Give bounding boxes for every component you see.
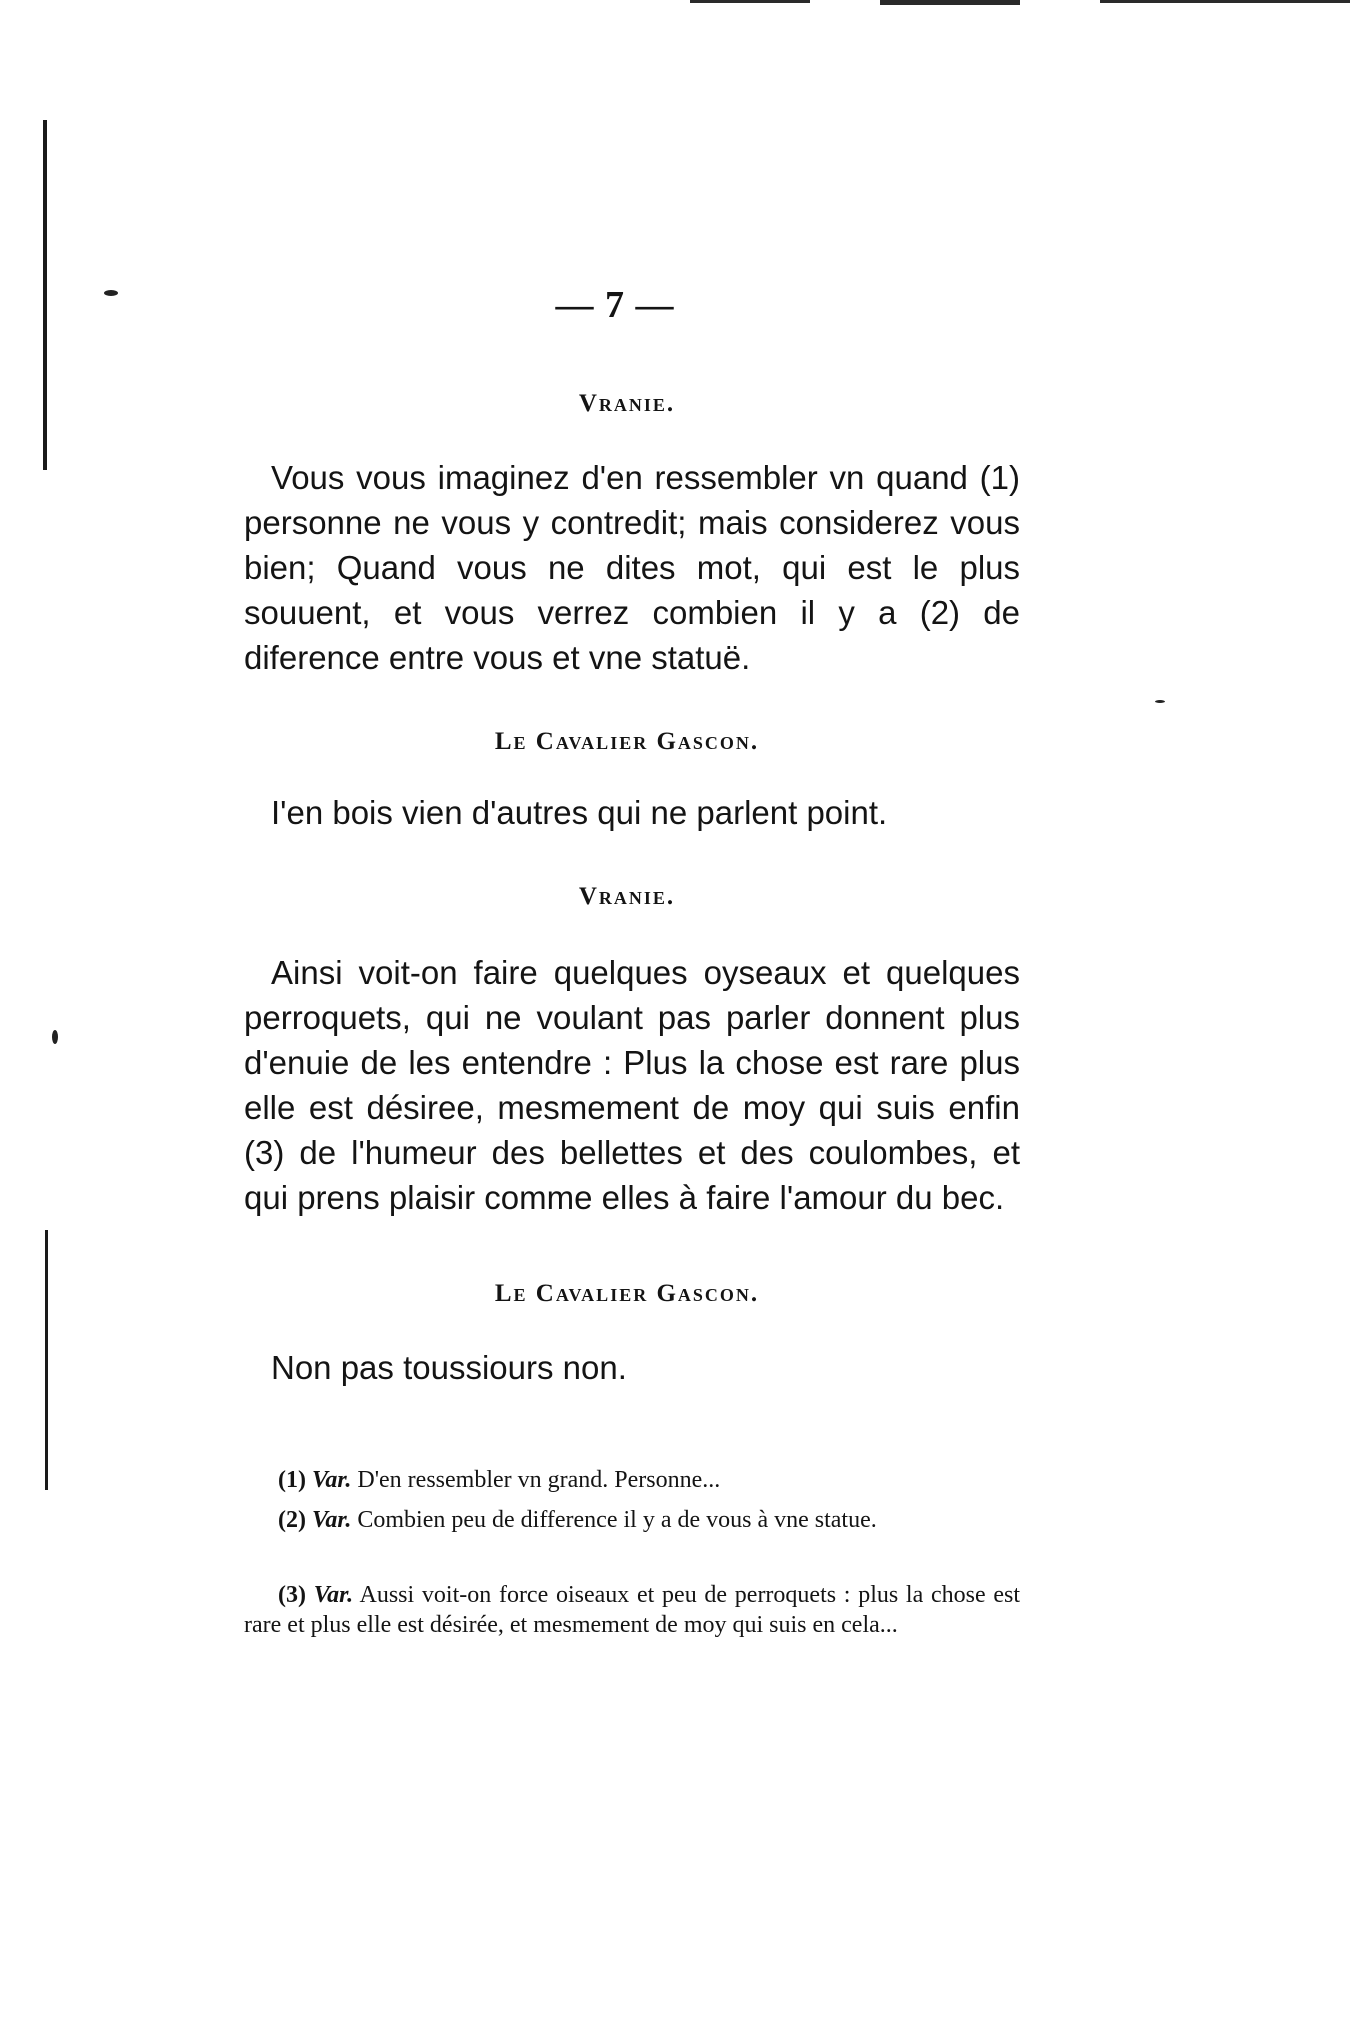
footnote: [244, 1465, 1020, 1495]
speaker-name: Vranie.: [578, 390, 676, 417]
speech-text: [244, 1345, 1020, 1390]
speech-text: [244, 790, 1020, 835]
scan-top-edge: [690, 0, 810, 3]
footnote: [244, 1505, 1020, 1535]
scan-top-edge: [1100, 0, 1350, 3]
footnote-marker: (1): [278, 1467, 306, 1493]
scan-speck: [1155, 700, 1165, 703]
footnote-marker: (3): [278, 1582, 306, 1608]
footnote-variant-label: Var.: [311, 1467, 352, 1493]
speaker-name: Vranie.: [578, 883, 676, 910]
speech-text-content: Ainsi voit-on faire quelques oyseaux et quelques perroquets, qui ne voulant pas parler donnent plus d'enuie de les entendre : Plus la chose est rare plus elle est désiree, mesmement de moy qui suis enfin (3) de l'humeur des bellettes et des coulombes, et qui prens plaisir comme elles à faire l'amour du bec.: [244, 954, 1020, 1216]
scan-speck: [52, 1030, 58, 1044]
scan-top-edge: [880, 0, 1020, 5]
speech-text-content: Non pas toussiours non.: [271, 1349, 627, 1386]
footnote-marker: (2): [278, 1507, 306, 1533]
speaker-name: Le Cavalier Gascon.: [494, 1280, 760, 1307]
page-number: — 7 —: [555, 284, 675, 326]
footnote-text: D'en ressembler vn grand. Personne...: [357, 1467, 721, 1493]
footnote: [244, 1580, 1020, 1640]
speaker-name: Le Cavalier Gascon.: [494, 728, 760, 755]
footnote-variant-label: Var.: [313, 1582, 354, 1608]
footnote-text: Combien peu de difference il y a de vous à vne statue.: [357, 1507, 877, 1533]
footnote-variant-label: Var.: [311, 1507, 352, 1533]
speech-text: [244, 455, 1020, 680]
speech-text: [244, 950, 1020, 1220]
footnote-text: Aussi voit-on force oiseaux et peu de perroquets : plus la chose est rare et plus elle est désirée, et mesmement de moy qui suis en cela...: [244, 1582, 1020, 1638]
speech-text-content: I'en bois vien d'autres qui ne parlent point.: [271, 794, 888, 831]
scan-binding-edge: [45, 1230, 48, 1490]
speech-text-content: Vous vous imaginez d'en ressembler vn quand (1) personne ne vous y contredit; mais considerez vous bien; Quand vous ne dites mot, qui est le plus souuent, et vous verrez combien il y a (2) de diference entre vous et vne statuë.: [244, 459, 1020, 676]
